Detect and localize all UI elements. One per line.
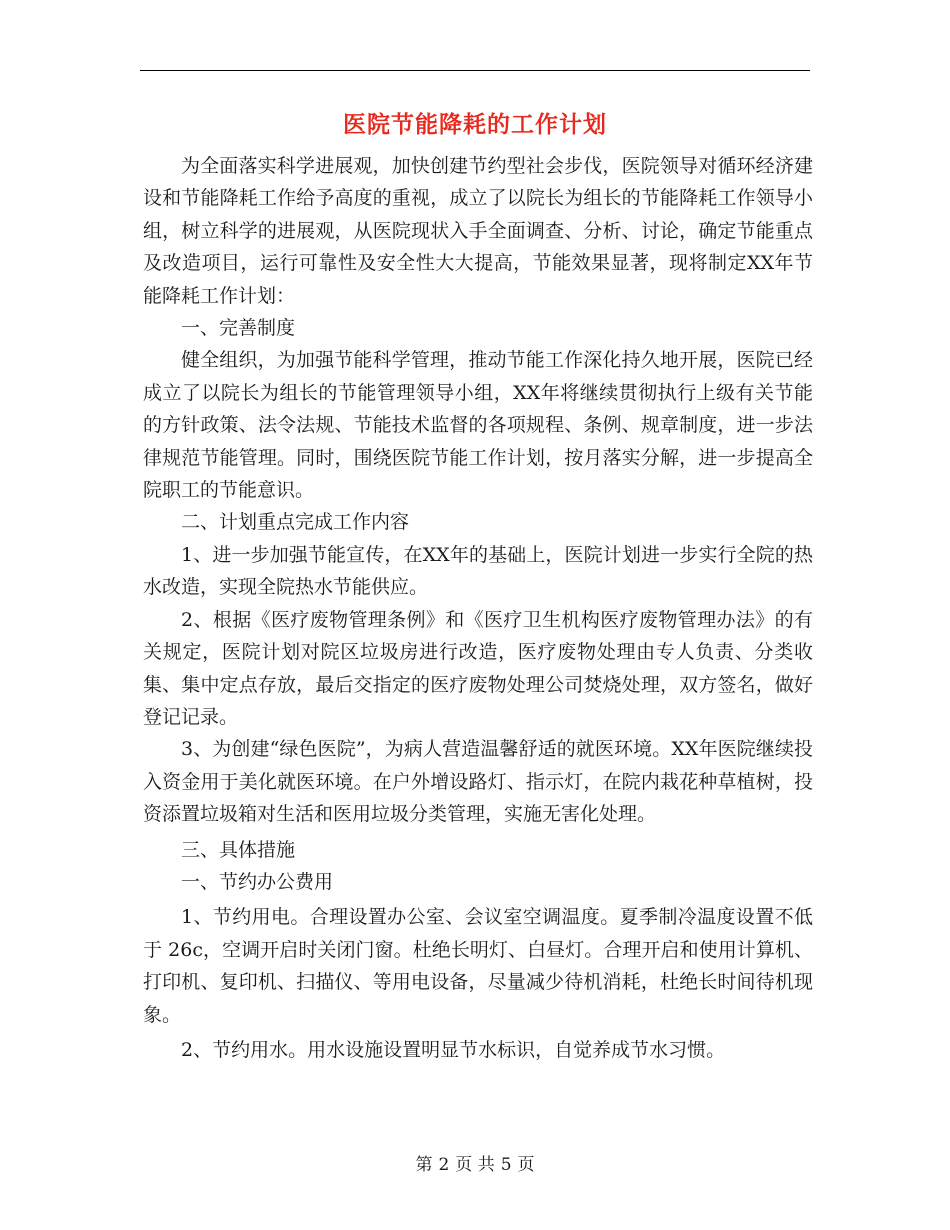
footer-middle: 页 共 (455, 1155, 495, 1175)
intro-paragraph: 为全面落实科学进展观，加快创建节约型社会步伐，医院领导对循环经济建设和节能降耗工作给予高度的重视，成立了以院长为组长的节能降耗工作领导小组，树立科学的进展观，从医院现状入手全面调查、分析、讨论，确定节能重点及改造项目，运行可靠性及安全性大大提高，节能效果显著，现将制定XX年节能降耗工作计划： (143, 155, 813, 307)
section-heading-2: 二、计划重点完成工作内容 (181, 511, 410, 534)
measure-item-2: 2、节约用水。用水设施设置明显节水标识，自觉养成节水习惯。 (181, 1038, 726, 1061)
body-paragraph: 健全组织，为加强节能科学管理，推动节能工作深化持久地开展，医院已经成立了以院长为组长的节能管理领导小组，XX年将继续贯彻执行上级有关节能的方针政策、法令法规、节能技术监督的各项规程、条例、规章制度，进一步法律规范节能管理。同时，围绕医院节能工作计划，按月落实分解，进一步提高全院职工的节能意识。 (143, 349, 813, 502)
footer-current-page: 2 (438, 1155, 450, 1175)
section-heading-1: 一、完善制度 (181, 317, 296, 340)
subsection-heading: 一、节约办公费用 (181, 870, 334, 893)
list-item-2: 2、根据《医疗废物管理条例》和《医疗卫生机构医疗废物管理办法》的有关规定，医院计划对院区垃圾房进行改造，医疗废物处理由专人负责、分类收集、集中定点存放，最后交指定的医疗废物处理公司焚烧处理，双方签名，做好登记记录。 (143, 608, 813, 728)
document-title: 医院节能降耗的工作计划 (343, 111, 607, 138)
page-footer (0, 1153, 950, 1177)
list-item-1: 1、进一步加强节能宣传，在XX年的基础上，医院计划进一步实行全院的热水改造，实现全院热水节能供应。 (143, 543, 813, 599)
footer-total-pages: 5 (500, 1155, 512, 1175)
document-body (143, 150, 813, 1066)
footer-suffix: 页 (517, 1155, 535, 1175)
list-item-3: 3、为创建“绿色医院”，为病人营造温馨舒适的就医环境。XX年医院继续投入资金用于美化就医环境。在户外增设路灯、指示灯，在院内栽花种草植树，投资添置垃圾箱对生活和医用垃圾分类管理，实施无害化处理。 (143, 738, 813, 826)
measure-item-1: 1、节约用电。合理设置办公室、会议室空调温度。夏季制冷温度设置不低于 26c，空调开启时关闭门窗。杜绝长明灯、白昼灯。合理开启和使用计算机、打印机、复印机、扫描仪、等用电设备，尽量减少待机消耗，杜绝长时间待机现象。 (143, 906, 813, 1026)
footer-prefix: 第 (415, 1155, 433, 1175)
section-heading-3: 三、具体措施 (181, 838, 296, 861)
header-rule (140, 70, 810, 71)
